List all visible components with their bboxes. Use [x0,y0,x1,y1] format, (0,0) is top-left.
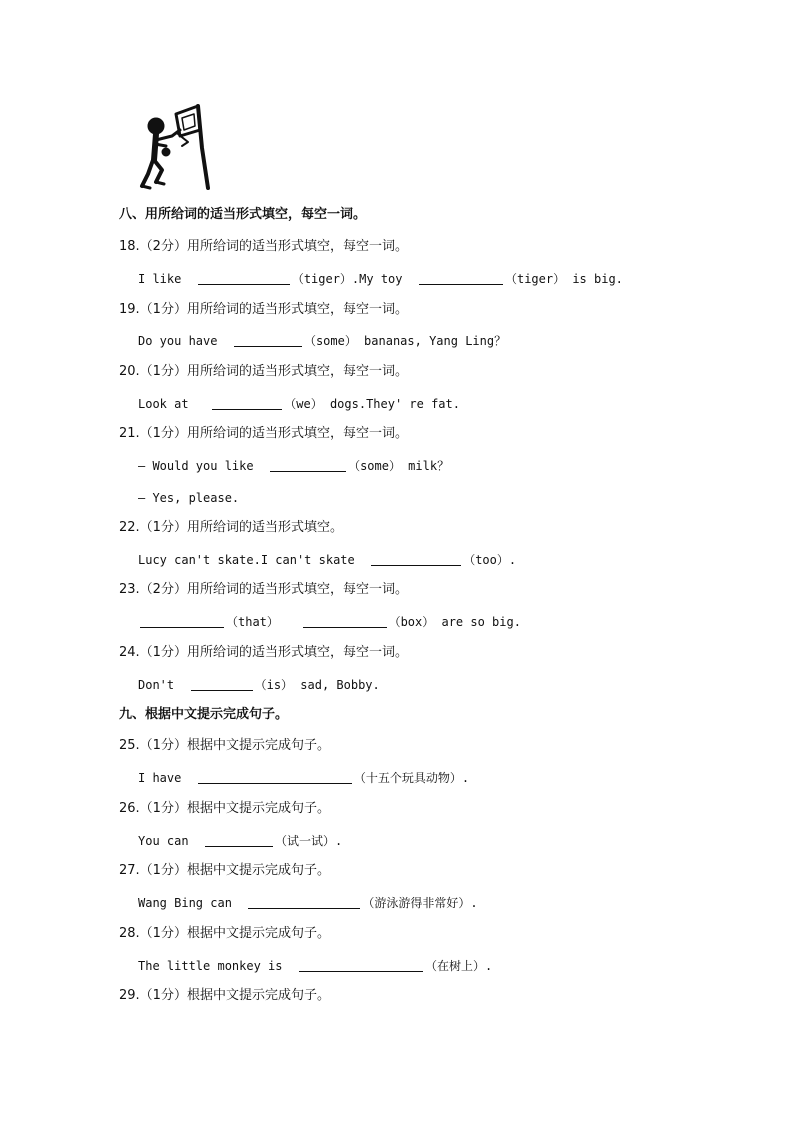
q26-header: 26.（1分）根据中文提示完成句子。 [119,801,330,816]
q19-sentence: Do you have （some） bananas, Yang Ling？ [138,334,507,348]
q21-sentence: — Would you like （some） milk？ [138,459,450,473]
q18-header: 18.（2分）用所给词的适当形式填空，每空一词。 [119,239,408,254]
q24-sentence: Don't （is） sad, Bobby. [138,678,380,692]
q22-sentence: Lucy can't skate.I can't skate （too）. [138,553,517,567]
basketball-player-icon [136,100,218,194]
answer-blank[interactable] [371,552,461,566]
answer-blank[interactable] [299,958,423,972]
answer-blank[interactable] [205,833,273,847]
q20-header: 20.（1分）用所给词的适当形式填空，每空一词。 [119,364,408,379]
q20-sentence: Look at （we） dogs.They' re fat. [138,397,460,411]
q21-reply: — Yes, please. [138,491,240,505]
q25-sentence: I have （十五个玩具动物）. [138,771,470,785]
answer-blank[interactable] [248,895,360,909]
q27-sentence: Wang Bing can （游泳游得非常好）. [138,896,478,910]
answer-blank[interactable] [270,458,346,472]
q28-sentence: The little monkey is （在树上）. [138,959,493,973]
answer-blank[interactable] [303,614,387,628]
answer-blank[interactable] [140,614,224,628]
section-8-title: 八、用所给词的适当形式填空，每空一词。 [119,207,367,222]
q24-header: 24.（1分）用所给词的适当形式填空，每空一词。 [119,645,408,660]
answer-blank[interactable] [419,271,503,285]
q21-header: 21.（1分）用所给词的适当形式填空，每空一词。 [119,426,408,441]
q26-sentence: You can （试一试）. [138,834,343,848]
answer-blank[interactable] [234,333,302,347]
q23-header: 23.（2分）用所给词的适当形式填空，每空一词。 [119,582,408,597]
q18-sentence: I like （tiger）.My toy （tiger） is big. [138,272,623,286]
answer-blank[interactable] [212,396,282,410]
q29-header: 29.（1分）根据中文提示完成句子。 [119,988,330,1003]
answer-blank[interactable] [191,677,253,691]
q27-header: 27.（1分）根据中文提示完成句子。 [119,863,330,878]
q28-header: 28.（1分）根据中文提示完成句子。 [119,926,330,941]
q25-header: 25.（1分）根据中文提示完成句子。 [119,738,330,753]
answer-blank[interactable] [198,271,290,285]
q23-sentence: （that） （box） are so big. [138,614,521,630]
q19-header: 19.（1分）用所给词的适当形式填空，每空一词。 [119,302,408,317]
section-9-title: 九、根据中文提示完成句子。 [119,707,289,722]
q22-header: 22.（1分）用所给词的适当形式填空。 [119,520,343,535]
answer-blank[interactable] [198,770,352,784]
